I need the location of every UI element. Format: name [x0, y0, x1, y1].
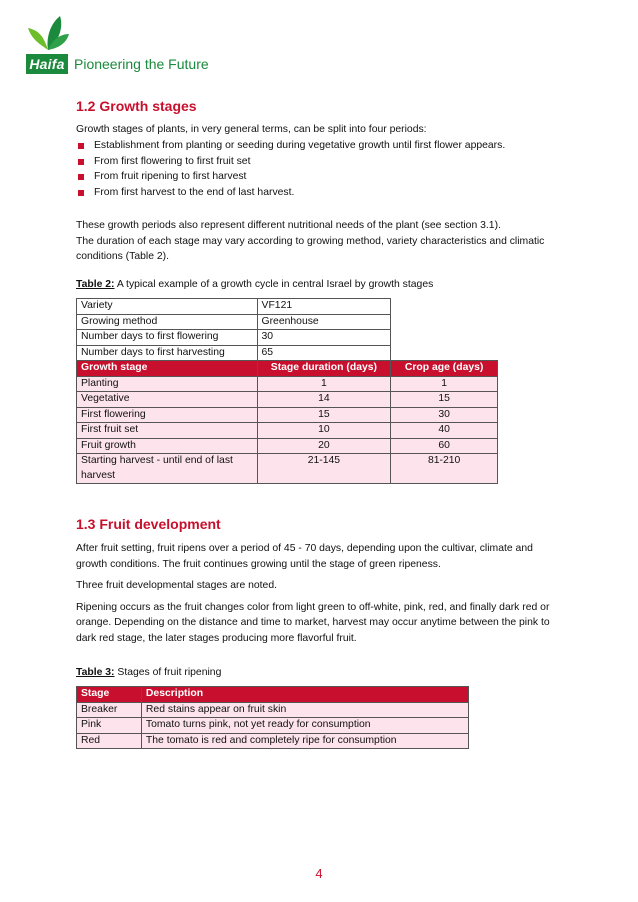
section12-paragraph	[76, 218, 566, 265]
table3-caption	[76, 667, 221, 678]
list-item: Establishment from planting or seeding during vegetative growth until first flower appears.	[76, 138, 546, 154]
column-header: Growth stage	[77, 361, 258, 377]
table-cell: First fruit set	[77, 423, 258, 439]
fruit-ripening-table	[76, 686, 469, 749]
table-label: Table 2:	[76, 279, 115, 290]
table-cell: Vegetative	[77, 392, 258, 408]
table-cell	[391, 330, 498, 346]
table-row	[77, 438, 498, 454]
leaf-icon	[26, 14, 70, 52]
table-cell: Pink	[77, 718, 142, 734]
column-header: Stage duration (days)	[257, 361, 391, 377]
table-cell: 40	[391, 423, 498, 439]
section-title-growth-stages: 1.2 Growth stages	[76, 98, 197, 114]
list-item: From fruit ripening to first harvest	[76, 169, 546, 185]
list-item: From first flowering to first fruit set	[76, 154, 546, 170]
table-cell	[391, 299, 498, 315]
table-cell: 30	[257, 330, 391, 346]
table-cell: The tomato is red and completely ripe for consumption	[141, 733, 468, 749]
table-cell: 65	[257, 345, 391, 361]
table-cell: Red	[77, 733, 142, 749]
caption-text: A typical example of a growth cycle in central Israel by growth stages	[114, 279, 434, 290]
table-cell: 81-210	[391, 454, 498, 484]
column-header: Stage	[77, 687, 142, 703]
table-row	[77, 392, 498, 408]
table-cell: 15	[257, 407, 391, 423]
paragraph-text: Three fruit developmental stages are noted.	[76, 580, 278, 591]
table-cell	[391, 314, 498, 330]
table-cell: 20	[257, 438, 391, 454]
table-cell: Fruit growth	[77, 438, 258, 454]
table-row	[77, 718, 469, 734]
table-row	[77, 330, 498, 346]
table-header-row	[77, 687, 469, 703]
section12-intro	[76, 122, 566, 138]
table-cell: Tomato turns pink, not yet ready for consumption	[141, 718, 468, 734]
paragraph-text: The duration of each stage may vary according to growing method, variety characteristics and climatic conditions (Table 2).	[76, 235, 545, 262]
intro-text: Growth stages of plants, in very general terms, can be split into four periods:	[76, 124, 427, 135]
table-row	[77, 733, 469, 749]
table-cell: Variety	[77, 299, 258, 315]
table-cell: Number days to first harvesting	[77, 345, 258, 361]
table-cell: VF121	[257, 299, 391, 315]
table-cell: 1	[257, 376, 391, 392]
table-cell: 15	[391, 392, 498, 408]
table-cell: Growing method	[77, 314, 258, 330]
page-number: 4	[315, 866, 323, 881]
table-row	[77, 702, 469, 718]
paragraph-text: Ripening occurs as the fruit changes color from light green to off-white, pink, red, and finally dark red or orange. Depending on the distance and time to market, harvest may occur anytime between the pink to dark red stage, the later stages producing more flavorful fruit.	[76, 601, 550, 644]
table-row	[77, 299, 498, 315]
list-item: From first harvest to the end of last harvest.	[76, 185, 546, 201]
caption-text: Stages of fruit ripening	[114, 667, 222, 678]
table-row	[77, 376, 498, 392]
paragraph-text: These growth periods also represent different nutritional needs of the plant (see section 3.1).	[76, 220, 501, 231]
table-cell: Starting harvest - until end of last harvest	[77, 454, 258, 484]
table-cell: Number days to first flowering	[77, 330, 258, 346]
table-row	[77, 407, 498, 423]
table-cell	[391, 345, 498, 361]
table-cell: 30	[391, 407, 498, 423]
table-cell: Breaker	[77, 702, 142, 718]
brand-name: Haifa	[26, 54, 68, 74]
table-row	[77, 454, 498, 484]
table-cell: Planting	[77, 376, 258, 392]
table-cell: 21-145	[257, 454, 391, 484]
section13-text	[76, 541, 566, 646]
table-cell: 10	[257, 423, 391, 439]
table-cell: 1	[391, 376, 498, 392]
table-header-row	[77, 361, 498, 377]
tagline: Pioneering the Future	[74, 56, 209, 72]
column-header: Description	[141, 687, 468, 703]
table-cell: 60	[391, 438, 498, 454]
table-row	[77, 314, 498, 330]
table-cell: 14	[257, 392, 391, 408]
growth-cycle-table	[76, 298, 498, 484]
section-title-fruit-development: 1.3 Fruit development	[76, 516, 221, 532]
table2-caption	[76, 279, 433, 290]
paragraph-text: After fruit setting, fruit ripens over a period of 45 - 70 days, depending upon the cultivar, climate and growth conditions. The fruit continues growing until the stage of green ripeness.	[76, 543, 533, 570]
table-cell: Greenhouse	[257, 314, 391, 330]
growth-periods-list	[76, 138, 546, 200]
table-row	[77, 423, 498, 439]
table-row	[77, 345, 498, 361]
table-cell: First flowering	[77, 407, 258, 423]
table-cell: Red stains appear on fruit skin	[141, 702, 468, 718]
column-header: Crop age (days)	[391, 361, 498, 377]
haifa-logo	[26, 14, 216, 74]
table-label: Table 3:	[76, 667, 115, 678]
